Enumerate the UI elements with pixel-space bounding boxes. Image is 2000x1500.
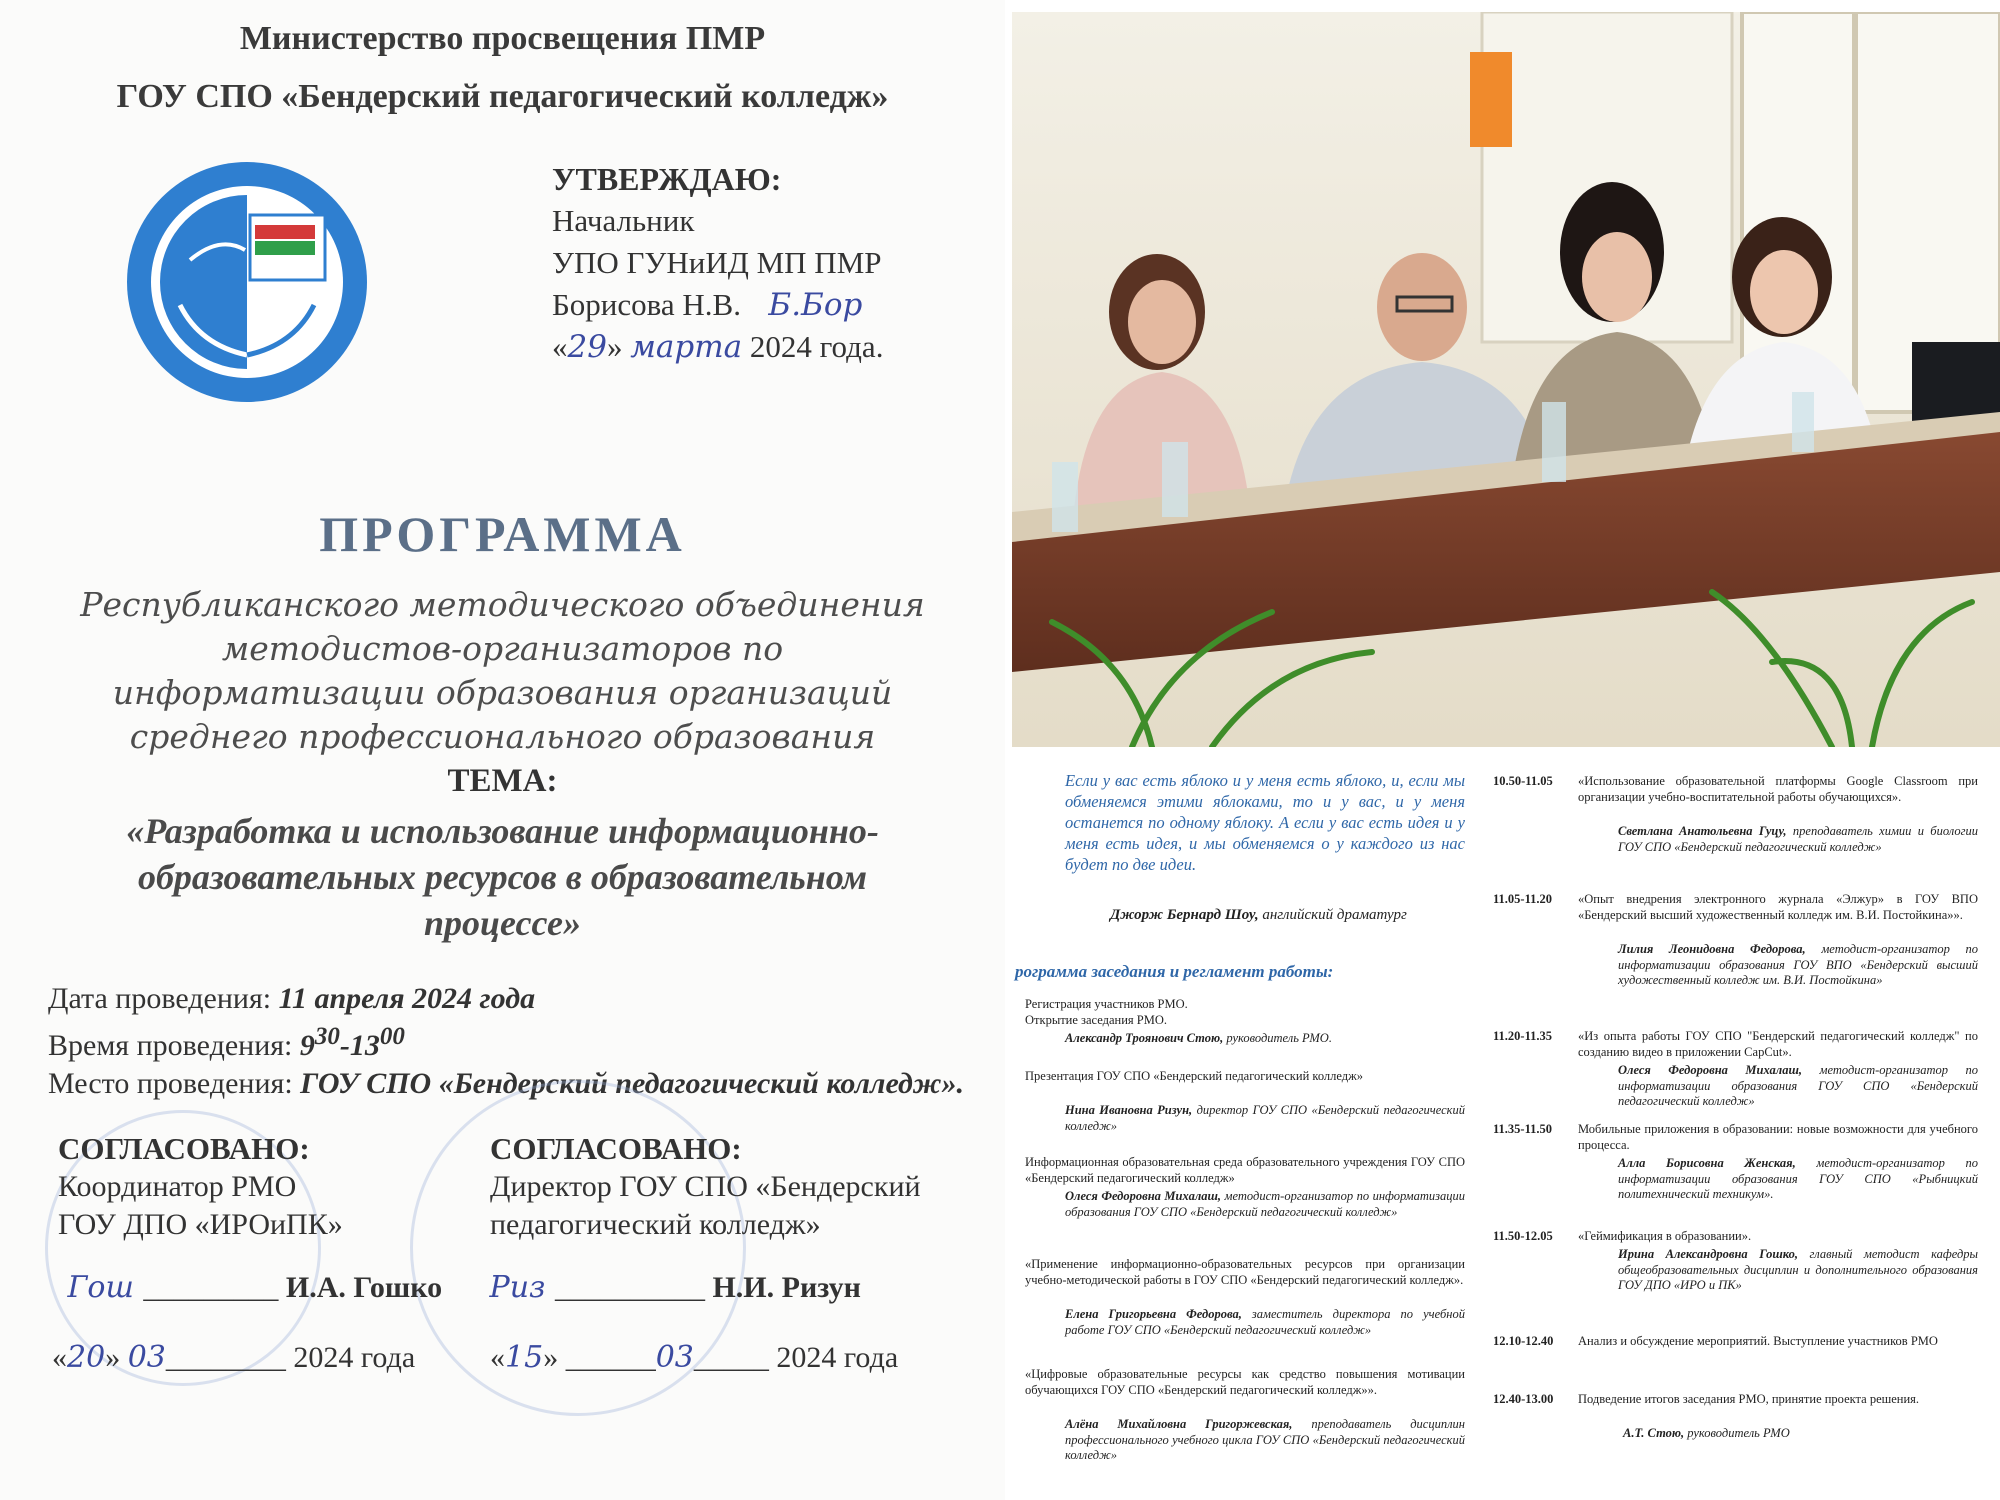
- college-logo: [120, 155, 375, 410]
- event-date: Дата проведения: 11 апреля 2024 года: [48, 982, 536, 1015]
- approve-date: «29» марта 2024 года.: [552, 329, 884, 365]
- program-schedule: [1005, 752, 2000, 1500]
- signature: Б.Бор: [748, 287, 883, 323]
- agreed-right-position: Директор ГОУ СПО «Бендерский: [490, 1170, 921, 1203]
- schedule-right-column: 10.50-11.05 «Использование образовательной платформы Google Classroom при организации учебно-воспитательной работы обучающихся». Светлана Анатольевна Гуцу, преподаватель химии и биологии ГОУ СПО «Бендерский педагогический колледж» 11.05-11.20 «Опыт внедрения электронного журнала «Элжур» в ГОУ ВПО «Бендерский высший художественный колледж им. В.И. Постойкина»». Лилия Леонидовна Федорова, методист-организатор по информатизации образования ГОУ ВПО «Бендерский высший художественный колледж им. В.И. Постойкина» 11.20-11.35 «Из опыта работы ГОУ СПО "Бендерский педагогический колледж" по созданию видео в приложении CapCut». Олеся Федоровна Михалаш, методист-организатор по информатизации образования ГОУ СПО «Бендерский педагогический колледж» 11.35-11.50 Мобильные приложения в образовании: новые возможности для учебного процесса. Алла Борисовна Женская, методист-организатор по информатизации образования ГОУ СПО «Рыбницкий политехнический техникум». 11.50-12.05 «Геймификация в образовании». Ирина Александровна Гошко, главный методист кафедры общеобразовательных дисциплин и дополнительного образования ГОУ ДПО «ИРО и ПК» 12.10-12.40 Анализ и обсуждение мероприятий. Выступление участников РМО 12.40-13.00 Подведение итогов заседания РМО, принятие проекта решения. А.Т. Стою, руководитель РМО: [1493, 774, 1979, 1440]
- agreed-left-org: ГОУ ДПО «ИРОиПК»: [58, 1208, 343, 1241]
- ministry-name: Министерство просвещения ПМР: [239, 20, 766, 57]
- meeting-photo-illustration: [1012, 12, 2000, 747]
- event-details: [48, 980, 964, 1103]
- agreed-right-heading: СОГЛАСОВАНО:: [490, 1131, 742, 1166]
- event-time: Время проведения: $9^{30}-13^{00}$: [48, 1023, 405, 1062]
- meeting-photo: [1012, 12, 2000, 747]
- approval-block: [552, 158, 883, 368]
- event-place: Место проведения: ГОУ СПО «Бендерский педагогический колледж».: [48, 1067, 964, 1100]
- agreed-right-block: [490, 1130, 921, 1244]
- agreed-left-heading: СОГЛАСОВАНО:: [58, 1131, 310, 1166]
- schedule-left-column: Регистрация участников РМО. Открытие заседания РМО. Александр Троянович Стою, руководитель РМО. Презентация ГОУ СПО «Бендерский педагогический колледж» Нина Ивановна Ризун, директор ГОУ СПО «Бендерский педагогический колледж» Информационная образовательная среда образовательного учреждения ГОУ СПО «Бендерский педагогический колледж» Олеся Федоровна Михалаш, методист-организатор по информатизации образования ГОУ СПО «Бендерский педагогический колледж» «Применение информационно-образовательных ресурсов при организации учебно-методической работы в ГОУ СПО «Бендерский педагогический колледж». Елена Григорьевна Федорова, заместитель директора по учебной работе ГОУ СПО «Бендерский педагогический колледж» «Цифровые образовательные ресурсы как средство повышения мотивации обучающихся ГОУ СПО «Бендерский педагогический колледж»». Алёна Михайловна Григоржевская, преподаватель дисциплин профессионального учебного цикла ГОУ СПО «Бендерский педагогический колледж»: [1025, 997, 1466, 1462]
- approve-heading: УТВЕРЖДАЮ:: [552, 161, 782, 197]
- agreed-left-block: [58, 1130, 343, 1244]
- epigraph-author: Джорж Бернард Шоу, английский драматург: [1110, 907, 1407, 923]
- agreed-right-signature: Риз __________ Н.И. Ризун: [480, 1270, 861, 1305]
- agreed-left-position: Координатор РМО: [58, 1170, 297, 1203]
- schedule-heading: рограмма заседания и регламент работы:: [1015, 962, 1334, 981]
- program-subtitle: Республиканского методического объединения методистов-организаторов по информатизации образования организаций среднего профессионального образования: [80, 585, 925, 756]
- agreed-right-date: «15» ______03_____ 2024 года: [490, 1340, 899, 1375]
- topic-heading: ТЕМА:: [447, 763, 558, 799]
- agreed-right-org: педагогический колледж»: [490, 1208, 821, 1241]
- agreed-left-date: «20» 03________ 2024 года: [52, 1340, 416, 1375]
- college-name: ГОУ СПО «Бендерский педагогический колледж»: [116, 78, 889, 115]
- topic-title: «Разработка и использование информационно-образовательных ресурсов в образовательном процессе»: [126, 811, 879, 943]
- approve-position: Начальник: [552, 203, 695, 238]
- agreed-left-signature: Гош _________ И.А. Гошко: [58, 1270, 443, 1305]
- epigraph-quote: Если у вас есть яблоко и у меня есть яблоко, и, если мы обменяемся этими яблоками, то и у вас, и у меня останется по одному яблоку. А если у вас есть идея и у меня есть идея, и мы обменяемся о у каждого из нас будет по две идеи.: [1065, 771, 1465, 874]
- approve-name: Борисова Н.В. Б.Бор: [552, 287, 883, 323]
- approve-department: УПО ГУНиИД МП ПМР: [552, 245, 882, 280]
- program-title: ПРОГРАММА: [319, 506, 686, 562]
